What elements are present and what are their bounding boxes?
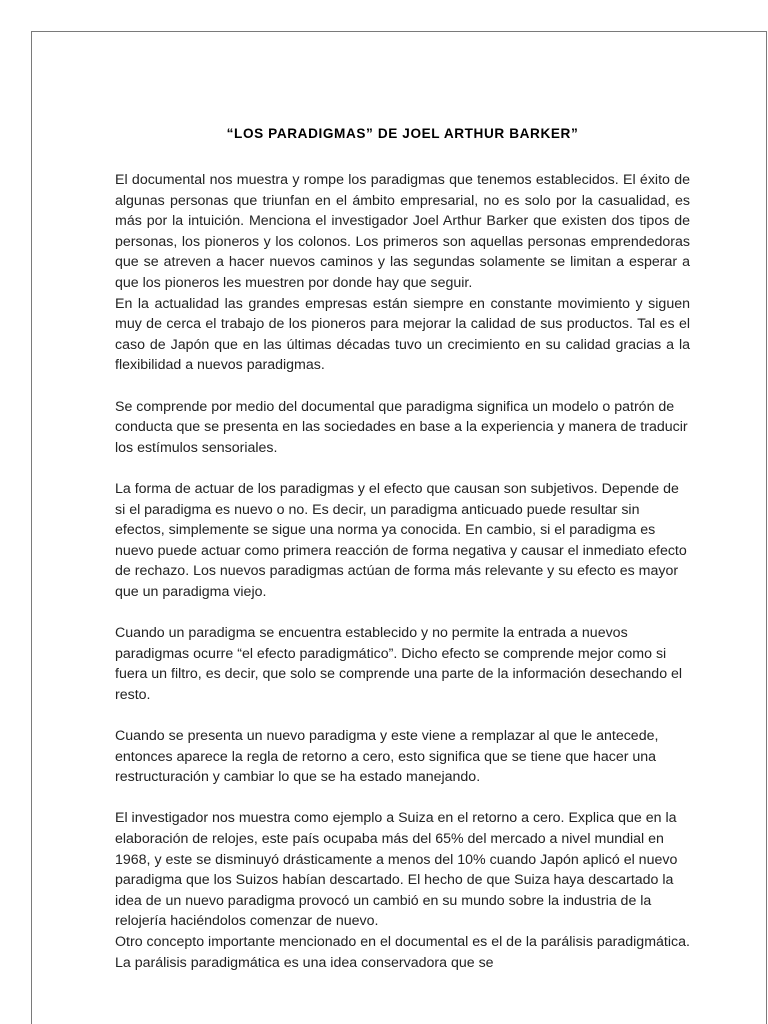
document-body bbox=[115, 125, 690, 973]
paragraph-5: Cuando un paradigma se encuentra establecido y no permite la entrada a nuevos paradigmas ocurre “el efecto paradigmático”. Dicho efecto se comprende mejor como si fuera un filtro, es decir, que solo se comprende una parte de la información desechando el resto. bbox=[115, 625, 683, 703]
paragraph-7: El investigador nos muestra como ejemplo a Suiza en el retorno a cero. Explica que en la elaboración de relojes, este país ocupaba más del 65% del mercado a nivel mundial en 1968, y este se disminuyó drásticamente a menos del 10% cuando Japón aplicó el nuevo paradigma que los Suizos habían descartado. El hecho de que Suiza haya descartado la idea de un nuevo paradigma provocó un cambió en su mundo sobre la industria de la relojería haciéndolos comenzar de nuevo. bbox=[115, 810, 678, 930]
paragraph-8: Otro concepto importante mencionado en el documental es el de la parálisis paradigmática. La parálisis paradigmática es una idea conservadora que se bbox=[115, 933, 690, 971]
paragraph-spacer bbox=[115, 458, 690, 479]
paragraph-spacer bbox=[115, 788, 690, 809]
paragraph-spacer bbox=[115, 602, 690, 623]
paragraph-spacer bbox=[115, 376, 690, 397]
document-title: “LOS PARADIGMAS” DE JOEL ARTHUR BARKER” bbox=[226, 126, 579, 141]
paragraph-spacer bbox=[115, 705, 690, 726]
paragraph-2: En la actualidad las grandes empresas están siempre en constante movimiento y siguen muy de cerca el trabajo de los pioneros para mejorar la calidad de sus productos. Tal es el caso de Japón que en las últimas décadas tuvo un crecimiento en su calidad gracias a la flexibilidad a nuevos paradigmas. bbox=[115, 295, 690, 374]
document-page bbox=[31, 31, 767, 1024]
paragraph-4: La forma de actuar de los paradigmas y el efecto que causan son subjetivos. Depende de si el paradigma es nuevo o no. Es decir, un paradigma anticuado puede resultar sin efectos, simplemente se sigue una norma ya conocida. En cambio, si el paradigma es nuevo puede actuar como primera reacción de forma negativa y causar el inmediato efecto de rechazo. Los nuevos paradigmas actúan de forma más relevante y su efecto es mayor que un paradigma viejo. bbox=[115, 480, 687, 600]
paragraph-1: El documental nos muestra y rompe los paradigmas que tenemos establecidos. El éxito de algunas personas que triunfan en el ámbito empresarial, no es solo por la casualidad, es más por la intuición. Menciona el investigador Joel Arthur Barker que existen dos tipos de personas, los pioneros y los colonos. Los primeros son aquellas personas emprendedoras que se atreven a hacer nuevos caminos y las segundas solamente se limitan a esperar a que los pioneros les muestren por donde hay que seguir. bbox=[115, 172, 690, 291]
paragraph-3: Se comprende por medio del documental que paradigma significa un modelo o patrón de conducta que se presenta en las sociedades en base a la experiencia y manera de traducir los estímulos sensoriales. bbox=[115, 398, 688, 456]
paragraph-6: Cuando se presenta un nuevo paradigma y este viene a remplazar al que le antecede, entonces aparece la regla de retorno a cero, esto significa que se tiene que hacer una restructuración y cambiar lo que se ha estado manejando. bbox=[115, 728, 659, 786]
